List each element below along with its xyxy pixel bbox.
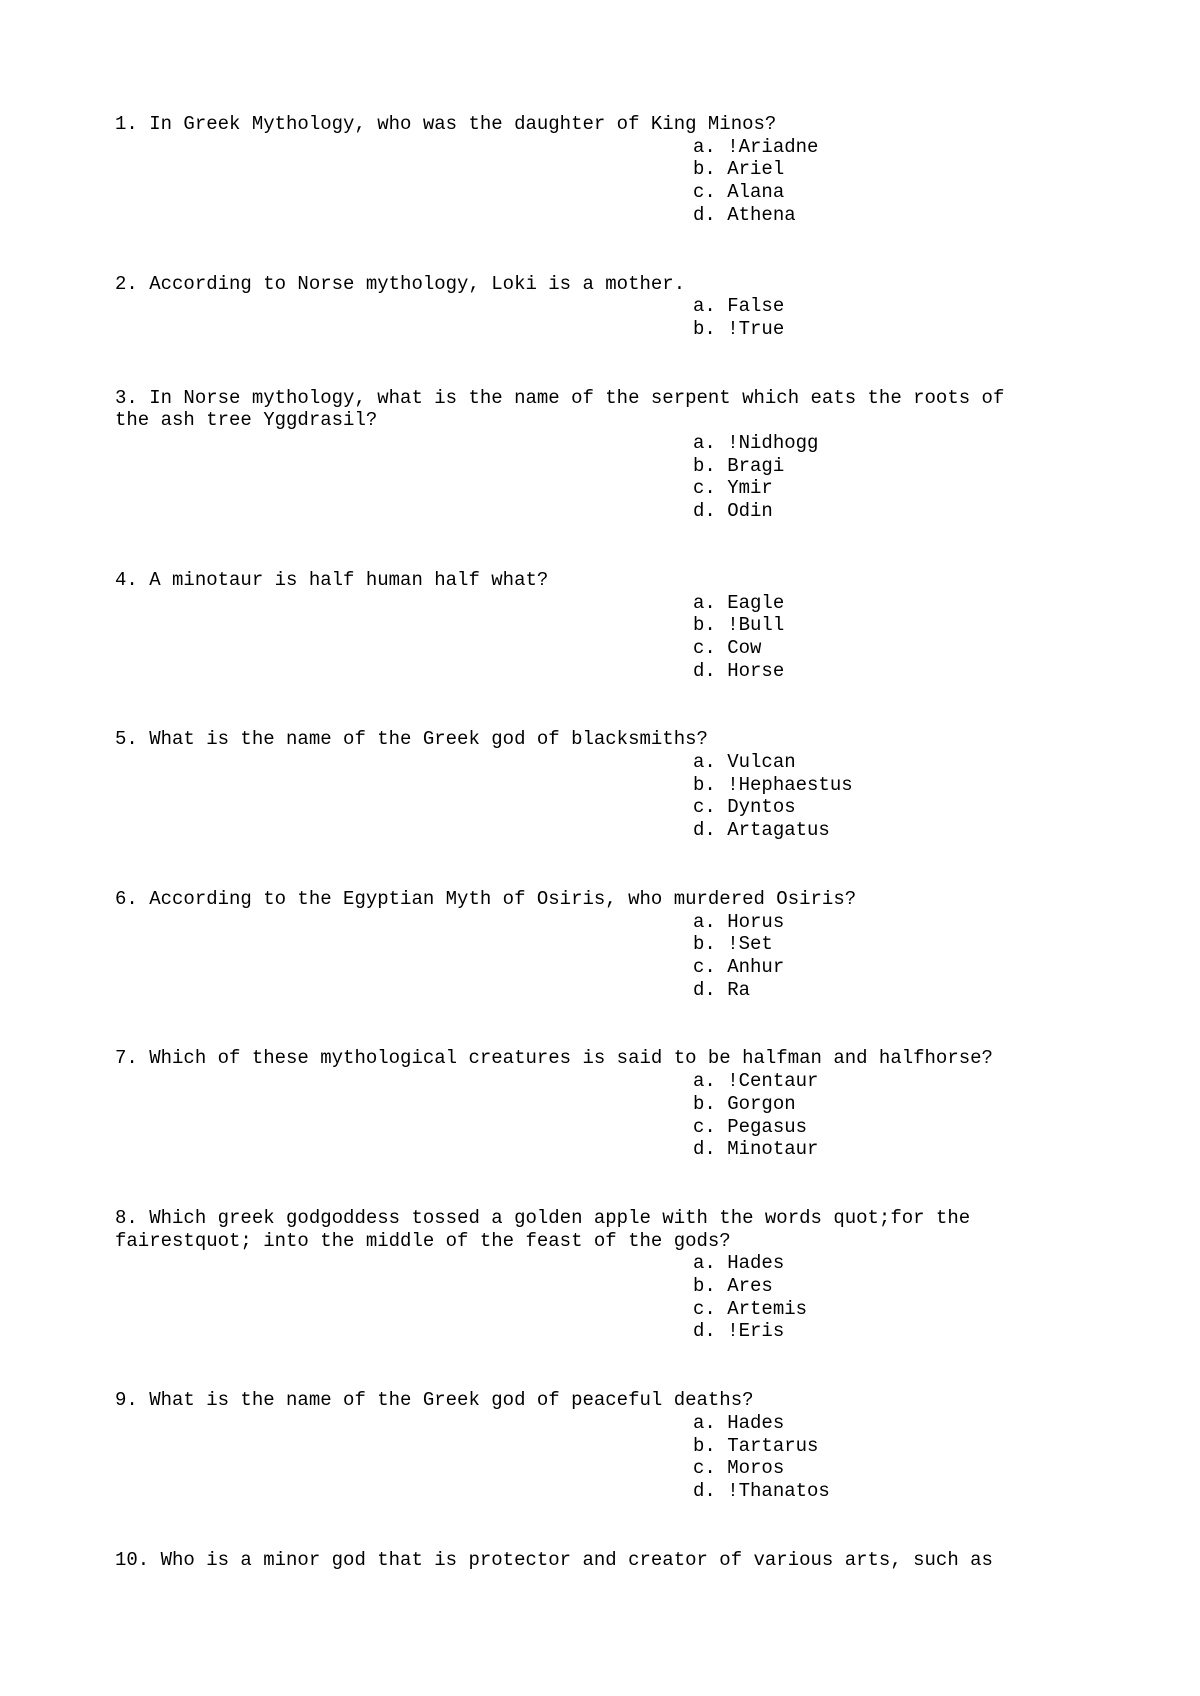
- question-text: 3. In Norse mythology, what is the name of the serpent which eats the roots of the ash tree Yggdrasil?: [115, 386, 1005, 432]
- question-text: 5. What is the name of the Greek god of blacksmiths?: [115, 728, 708, 751]
- answer-option: b. Gorgon: [693, 1092, 796, 1115]
- answer-options: [115, 295, 1075, 340]
- answer-options: [115, 751, 1075, 842]
- answer-option: c. Cow: [693, 636, 762, 659]
- answer-option: b. Tartarus: [693, 1434, 819, 1457]
- answer-option: c. Artemis: [693, 1297, 808, 1320]
- question-4: [115, 569, 1075, 683]
- answer-option: b. Bragi: [693, 454, 785, 477]
- answer-option: a. Hades: [693, 1411, 785, 1434]
- answer-option: d. !Eris: [693, 1320, 785, 1343]
- question-10: [115, 1549, 1075, 1572]
- answer-option: d. Horse: [693, 659, 785, 682]
- answer-option: a. !Ariadne: [693, 135, 819, 158]
- answer-option: c. Dyntos: [693, 796, 796, 819]
- answer-option: c. Anhur: [693, 955, 785, 978]
- question-text: 1. In Greek Mythology, who was the daughter of King Minos?: [115, 113, 777, 135]
- answer-option: d. Ra: [693, 978, 751, 1001]
- answer-option: c. Moros: [693, 1457, 785, 1480]
- answer-option: c. Alana: [693, 181, 785, 204]
- question-6: [115, 888, 1075, 1002]
- answer-option: d. !Thanatos: [693, 1479, 830, 1502]
- answer-option: a. !Nidhogg: [693, 432, 819, 455]
- question-text: 4. A minotaur is half human half what?: [115, 568, 549, 591]
- question-3: [115, 387, 1075, 523]
- question-text: 8. Which greek godgoddess tossed a golden apple with the words quot;for the fairestquot; into the middle of the feast of the gods?: [115, 1206, 971, 1252]
- question-text: 7. Which of these mythological creatures is said to be halfman and halfhorse?: [115, 1047, 993, 1070]
- answer-option: b. !Hephaestus: [693, 773, 853, 796]
- answer-option: b. Ares: [693, 1275, 773, 1298]
- question-8: [115, 1207, 1075, 1343]
- question-text: 9. What is the name of the Greek god of peaceful deaths?: [115, 1389, 754, 1412]
- answer-options: [115, 1070, 1075, 1161]
- question-9: [115, 1389, 1075, 1503]
- question-text: 2. According to Norse mythology, Loki is a mother.: [115, 272, 686, 295]
- question-7: [115, 1047, 1075, 1161]
- question-2: [115, 273, 1075, 341]
- answer-option: b. !Set: [693, 933, 773, 956]
- answer-option: d. Odin: [693, 500, 773, 523]
- answer-option: a. Hades: [693, 1252, 785, 1275]
- answer-options: [115, 432, 1075, 523]
- answer-options: [115, 1252, 1075, 1343]
- answer-option: c. Pegasus: [693, 1115, 808, 1138]
- answer-options: [115, 911, 1075, 1002]
- answer-option: a. Vulcan: [693, 751, 796, 774]
- answer-option: d. Minotaur: [693, 1138, 819, 1161]
- answer-option: d. Artagatus: [693, 819, 830, 842]
- answer-option: d. Athena: [693, 203, 796, 226]
- question-text: 10. Who is a minor god that is protector and creator of various arts, such as: [115, 1548, 993, 1571]
- answer-option: a. Horus: [693, 910, 785, 933]
- answer-option: b. !True: [693, 317, 785, 340]
- answer-options: [115, 592, 1075, 683]
- answer-option: a. Eagle: [693, 591, 785, 614]
- question-1: [115, 113, 1075, 227]
- answer-option: a. False: [693, 295, 785, 318]
- answer-option: b. !Bull: [693, 614, 785, 637]
- question-text: 6. According to the Egyptian Myth of Osiris, who murdered Osiris?: [115, 887, 857, 910]
- answer-option: b. Ariel: [693, 158, 785, 181]
- answer-option: c. Ymir: [693, 477, 773, 500]
- answer-options: [115, 1412, 1075, 1503]
- question-5: [115, 728, 1075, 842]
- quiz-questions: [115, 113, 1075, 1617]
- answer-option: a. !Centaur: [693, 1070, 819, 1093]
- answer-options: [115, 136, 1075, 227]
